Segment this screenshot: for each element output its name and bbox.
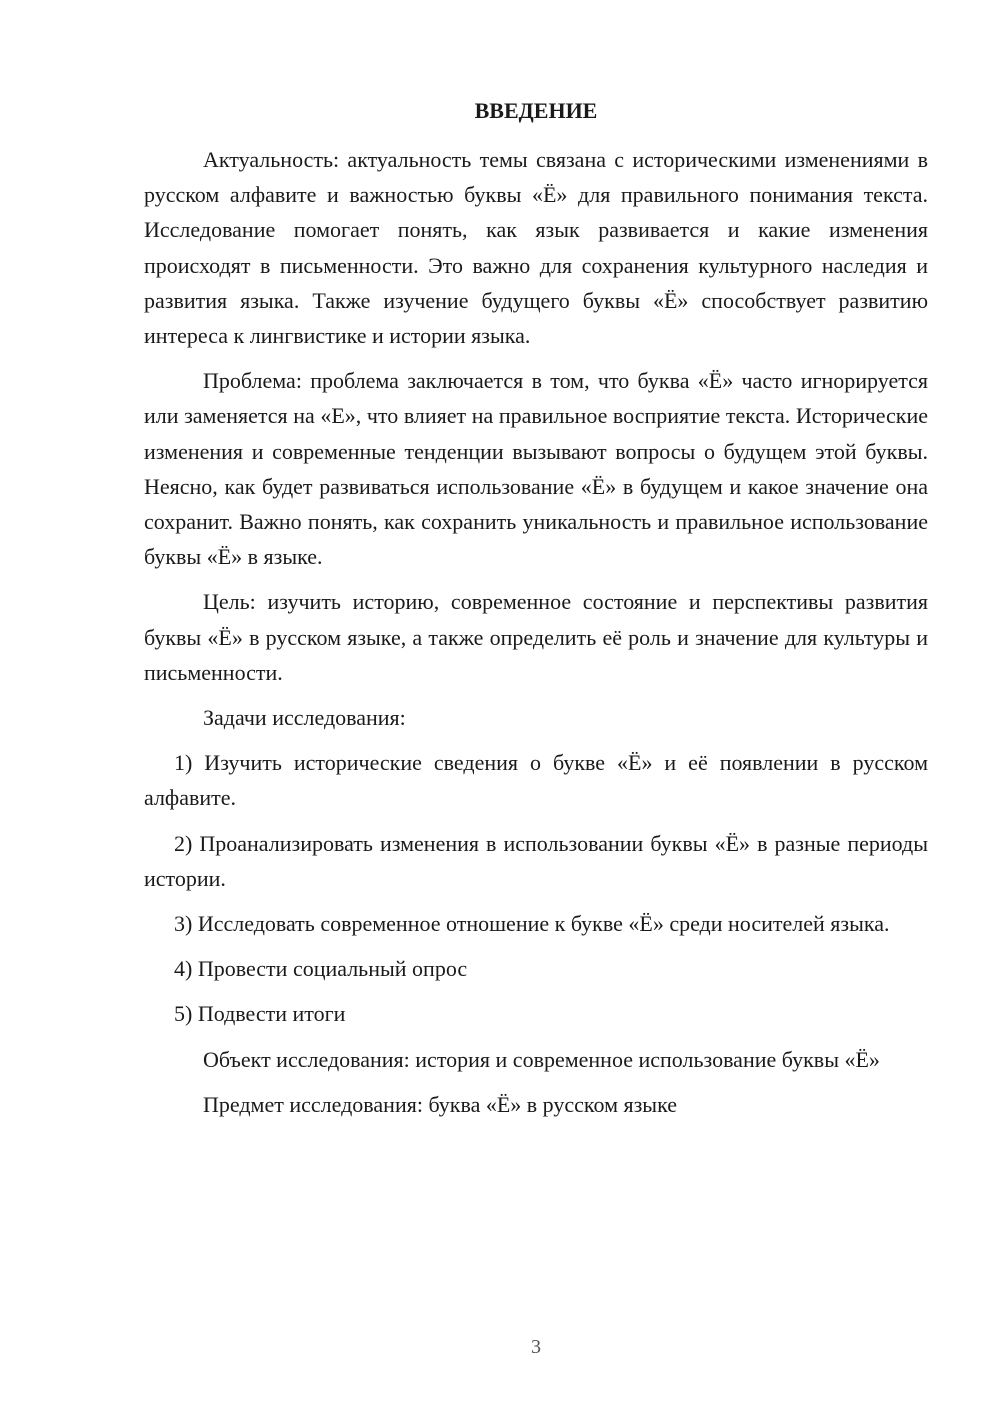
section-body [144, 142, 928, 1122]
task-item: 4) Провести социальный опрос [174, 956, 468, 982]
relevance-paragraph: Актуальность: актуальность темы связана с историческими изменениями в русском алфавите и важностью буквы «Ё» для правильного понимания текста. Исследование помогает понять, как язык развивается и какие изменения происходят в письменности. Это важно для сохранения культурного наследия и развития языка. Также изучение будущего буквы «Ё» способствует развитию интереса к лингвистике и истории языка. [144, 147, 928, 349]
task-item: 2) Проанализировать изменения в использовании буквы «Ё» в разные периоды истории. [144, 830, 928, 891]
research-subject-paragraph: Предмет исследования: буква «Ё» в русском языке [203, 1091, 677, 1117]
tasks-heading: Задачи исследования: [203, 705, 406, 731]
section-title: ВВЕДЕНИЕ [474, 98, 598, 123]
task-item: 1) Изучить исторические сведения о букве «Ё» и её появлении в русском алфавите. [144, 750, 928, 811]
task-item: 3) Исследовать современное отношение к букве «Ё» среди носителей языка. [174, 911, 890, 937]
research-object-paragraph: Объект исследования: история и современное использование буквы «Ё» [203, 1046, 880, 1072]
task-item: 5) Подвести итоги [174, 1001, 346, 1027]
goal-paragraph: Цель: изучить историю, современное состояние и перспективы развития буквы «Ё» в русском языке, а также определить её роль и значение для культуры и письменности. [144, 589, 928, 685]
problem-paragraph: Проблема: проблема заключается в том, что буква «Ё» часто игнорируется или заменяется на «Е», что влияет на правильное восприятие текста. Исторические изменения и современные тенденции вызывают вопросы о будущем этой буквы. Неясно, как будет развиваться использование «Ё» в будущем и какое значение она сохранит. Важно понять, как сохранить уникальность и правильное использование буквы «Ё» в языке. [144, 368, 928, 570]
page-number: 3 [531, 1336, 541, 1358]
